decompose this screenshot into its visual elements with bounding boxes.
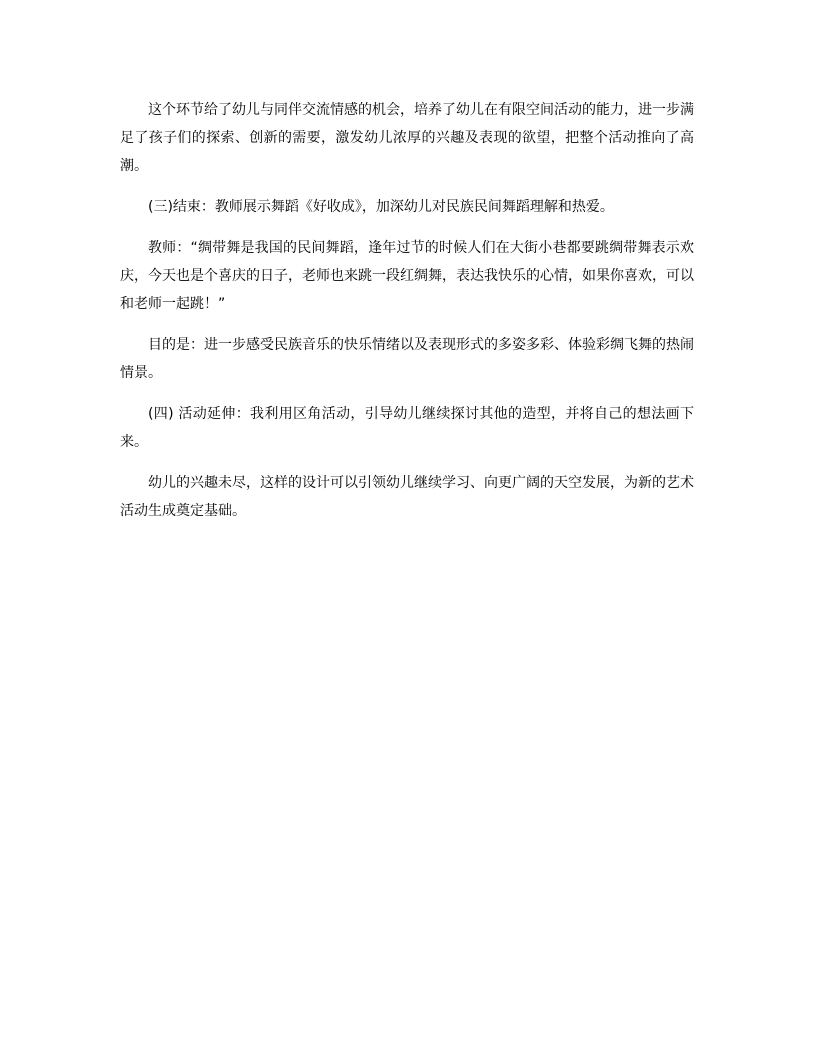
- paragraph-activity-summary: 这个环节给了幼儿与同伴交流情感的机会，培养了幼儿在有限空间活动的能力，进一步满足了孩子们的探索、创新的需要，激发幼儿浓厚的兴趣及表现的欲望，把整个活动推向了高潮。: [120, 102, 694, 174]
- paragraph-ending-section: (三)结束：教师展示舞蹈《好收成》，加深幼儿对民族民间舞蹈理解和热爱。: [148, 199, 614, 215]
- paragraph-purpose: 目的是：进一步感受民族音乐的快乐情绪以及表现形式的多姿多彩、体验彩绸飞舞的热闹情景。: [120, 337, 694, 381]
- paragraph-activity-extension: (四) 活动延伸：我利用区角活动，引导幼儿继续探讨其他的造型，并将自己的想法画下来。: [120, 406, 694, 450]
- document-body: [120, 96, 694, 538]
- paragraph-teacher-speech: 教师：“绸带舞是我国的民间舞蹈，逢年过节的时候人们在大街小巷都要跳绸带舞表示欢庆，今天也是个喜庆的日子，老师也来跳一段红绸舞，表达我快乐的心情，如果你喜欢，可以和老师一起跳！”: [120, 240, 694, 312]
- paragraph-conclusion: 幼儿的兴趣未尽，这样的设计可以引领幼儿继续学习、向更广阔的天空发展，为新的艺术活动生成奠定基础。: [120, 475, 694, 519]
